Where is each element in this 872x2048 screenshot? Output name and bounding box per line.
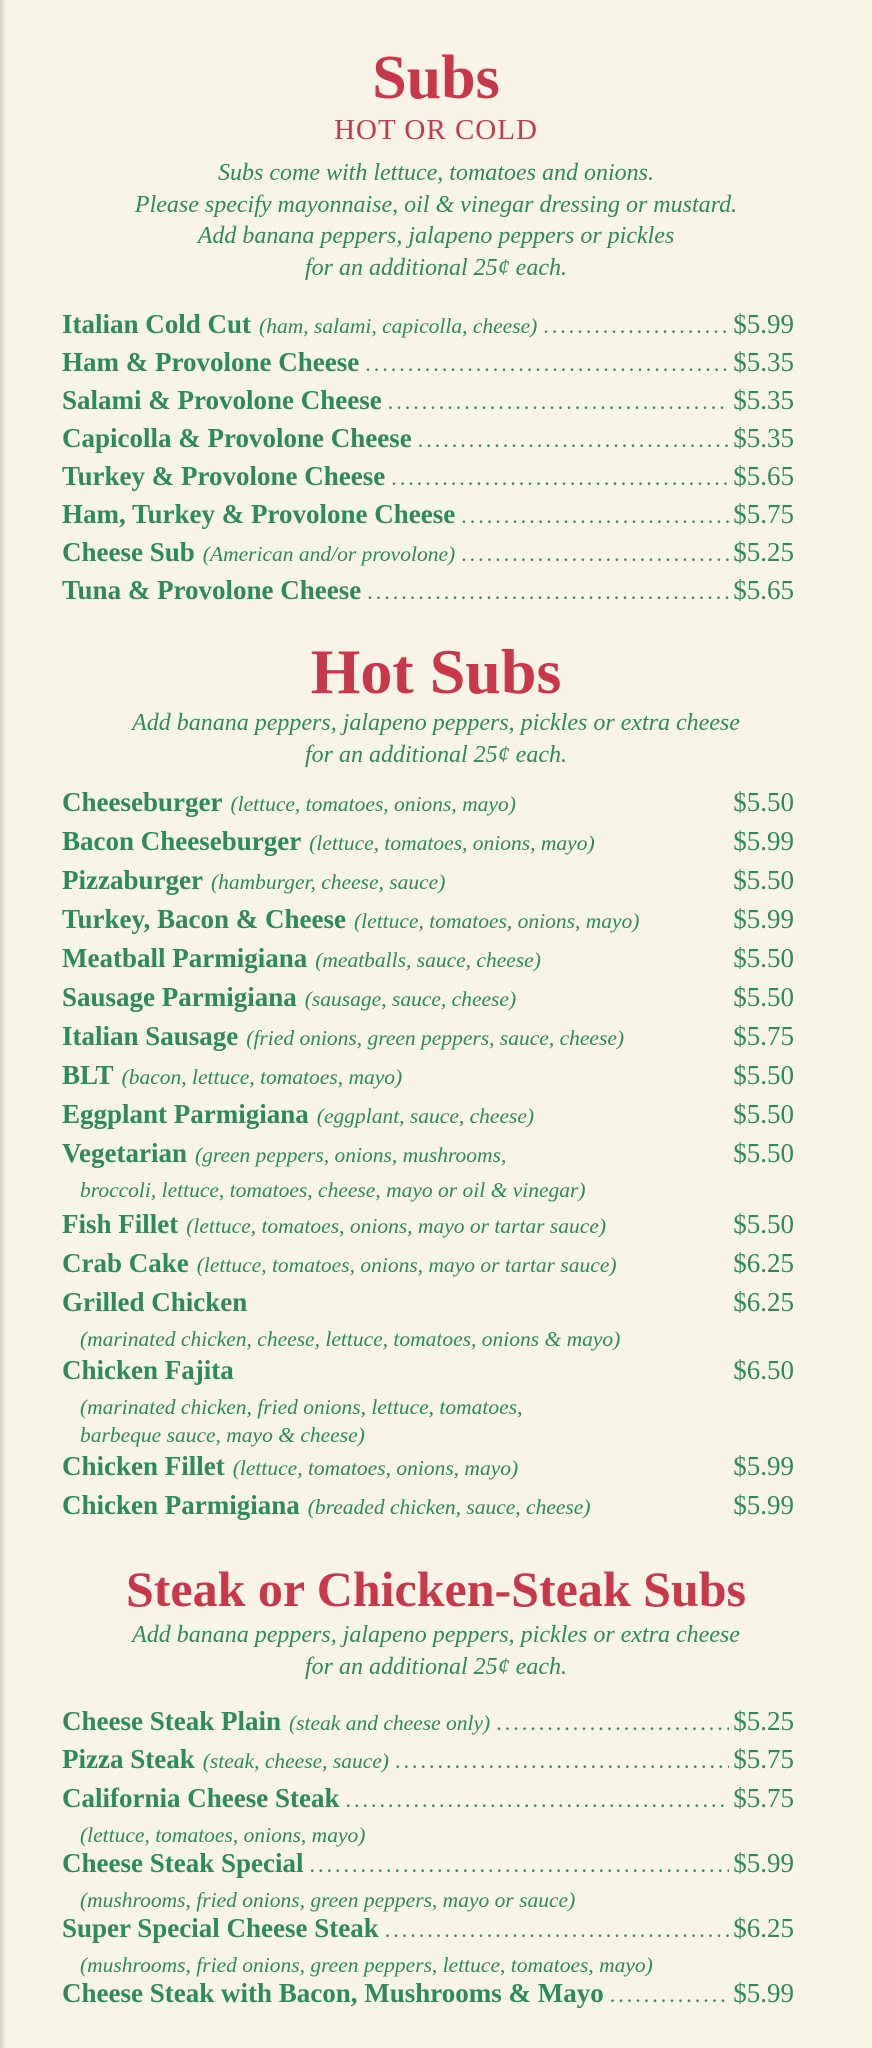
item-description: (ham, salami, capicolla, cheese) — [259, 314, 538, 338]
menu-item — [62, 1099, 794, 1137]
menu-item-row — [62, 499, 794, 537]
item-description: (sausage, sauce, cheese) — [304, 987, 517, 1011]
dot-leader — [610, 1982, 730, 2008]
item-description: (lettuce, tomatoes, onions, mayo) — [354, 909, 640, 933]
menu-item — [62, 1287, 794, 1353]
item-price: $5.50 — [733, 943, 794, 973]
steak-subs-title: Steak or Chicken-Steak Subs — [125, 1561, 747, 1617]
menu-item-row — [62, 865, 794, 903]
menu-item — [62, 865, 794, 903]
item-description: (meatballs, sauce, cheese) — [315, 948, 541, 972]
item-description: (bacon, lettuce, tomatoes, mayo) — [121, 1065, 403, 1089]
menu-item-row — [62, 1248, 794, 1286]
menu-item — [62, 943, 794, 981]
dot-leader — [365, 351, 729, 377]
menu-item — [62, 1706, 794, 1744]
dot-leader — [496, 1710, 729, 1736]
item-price: $5.65 — [733, 461, 794, 491]
menu-item-row — [62, 423, 794, 461]
item-name: Turkey, Bacon & Cheese — [62, 904, 347, 934]
item-price: $5.75 — [733, 1783, 794, 1813]
item-name: Fish Fillet — [62, 1209, 179, 1239]
menu-item-row — [62, 1706, 794, 1744]
menu-item — [62, 1744, 794, 1782]
menu-item-row — [62, 1060, 794, 1098]
item-extra-description: (lettuce, tomatoes, onions, mayo) — [80, 1823, 366, 1847]
item-price: $5.99 — [733, 1978, 794, 2008]
menu-item — [62, 1848, 794, 1914]
steak-subs-note-line: Add banana peppers, jalapeno peppers, pickles or extra cheese — [132, 1622, 740, 1648]
menu-item-row — [62, 787, 794, 825]
item-name: Meatball Parmigiana — [62, 943, 308, 973]
item-name: Salami & Provolone Cheese — [62, 385, 382, 415]
menu-item-row — [62, 904, 794, 942]
dot-leader — [391, 465, 729, 491]
item-description: (lettuce, tomatoes, onions, mayo or tartar sauce) — [196, 1253, 617, 1277]
menu-item-row — [62, 461, 794, 499]
item-price: $5.99 — [733, 1848, 794, 1878]
item-name: Vegetarian — [62, 1138, 187, 1168]
subs-note-line: for an additional 25¢ each. — [305, 254, 567, 281]
item-price: $5.65 — [733, 575, 794, 605]
menu-item — [62, 1978, 794, 2016]
item-name: Cheese Steak with Bacon, Mushrooms & Mayo — [62, 1978, 604, 2008]
menu-item — [62, 309, 794, 347]
item-extra-description: (mushrooms, fried onions, green peppers, lettuce, tomatoes, mayo) — [80, 1953, 653, 1977]
item-description: (steak and cheese only) — [289, 1711, 491, 1735]
menu-item — [62, 1783, 794, 1849]
menu-item — [62, 1490, 794, 1528]
subs-note-line: Subs come with lettuce, tomatoes and onions. — [218, 160, 654, 186]
item-price: $5.35 — [733, 347, 794, 377]
item-name: Pizza Steak — [62, 1744, 195, 1774]
item-description: (steak, cheese, sauce) — [202, 1749, 389, 1773]
menu-item-row — [62, 1209, 794, 1247]
item-price: $5.99 — [733, 904, 794, 934]
menu-item-row — [62, 1848, 794, 1886]
item-price: $5.50 — [733, 787, 794, 817]
menu-item-row — [62, 1744, 794, 1782]
item-description: (fried onions, green peppers, sauce, cheese) — [246, 1026, 625, 1050]
item-name: BLT — [62, 1060, 114, 1090]
item-name: California Cheese Steak — [62, 1783, 340, 1813]
item-name: Pizzaburger — [62, 865, 203, 895]
dot-leader — [385, 1917, 729, 1943]
menu-item-row — [62, 1451, 794, 1489]
item-name: Sausage Parmigiana — [62, 982, 297, 1012]
menu-item — [62, 1138, 794, 1204]
menu-item-row — [62, 309, 794, 347]
subs-note-line: Add banana peppers, jalapeno peppers or pickles — [197, 223, 675, 249]
item-name: Italian Sausage — [62, 1021, 239, 1051]
item-extra-description: barbeque sauce, mayo & cheese) — [80, 1423, 365, 1447]
item-price: $5.50 — [733, 865, 794, 895]
item-name: Bacon Cheeseburger — [62, 826, 302, 856]
dot-leader — [395, 1748, 729, 1774]
item-name: Ham, Turkey & Provolone Cheese — [62, 499, 456, 529]
item-price: $5.25 — [733, 1706, 794, 1736]
item-description: (green peppers, onions, mushrooms, — [194, 1143, 507, 1167]
item-price: $5.99 — [733, 826, 794, 856]
item-price: $6.50 — [733, 1355, 794, 1385]
menu-item — [62, 423, 794, 461]
item-description: (American and/or provolone) — [202, 542, 456, 566]
menu-item — [62, 499, 794, 537]
menu-item — [62, 575, 794, 613]
menu-item — [62, 904, 794, 942]
menu-item-row — [62, 575, 794, 613]
menu-item-row — [62, 537, 794, 575]
item-name: Cheese Steak Plain — [62, 1706, 281, 1736]
item-extra-description: (mushrooms, fried onions, green peppers, mayo or sauce) — [80, 1888, 576, 1912]
item-name: Chicken Fillet — [62, 1451, 225, 1481]
menu-item — [62, 537, 794, 575]
item-name: Crab Cake — [62, 1248, 189, 1278]
item-price: $6.25 — [733, 1287, 794, 1317]
item-price: $5.35 — [733, 423, 794, 453]
item-price: $6.25 — [733, 1248, 794, 1278]
menu-item-row — [62, 1490, 794, 1528]
dot-leader — [367, 579, 729, 605]
menu-item-row — [62, 1099, 794, 1137]
item-price: $5.99 — [733, 1451, 794, 1481]
menu-item — [62, 982, 794, 1020]
subs-subtitle: HOT OR COLD — [334, 114, 538, 146]
menu-item-row — [62, 385, 794, 423]
item-price: $5.50 — [733, 1138, 794, 1168]
dot-leader — [345, 1787, 729, 1813]
menu-item — [62, 826, 794, 864]
hot-subs-note-line: Add banana peppers, jalapeno peppers, pickles or extra cheese — [132, 710, 740, 736]
dot-leader — [543, 313, 729, 339]
menu-item — [62, 1913, 794, 1979]
dot-leader — [388, 389, 730, 415]
steak-subs-note — [0, 1620, 872, 1683]
menu-item — [62, 1248, 794, 1286]
hot-subs-title: Hot Subs — [310, 636, 562, 707]
menu-item-row — [62, 982, 794, 1020]
menu-item-row — [62, 347, 794, 385]
item-price: $5.75 — [733, 1744, 794, 1774]
item-name: Chicken Parmigiana — [62, 1490, 300, 1520]
dot-leader — [418, 427, 730, 453]
item-name: Grilled Chicken — [62, 1287, 248, 1317]
menu-item-row — [62, 1021, 794, 1059]
menu-item — [62, 461, 794, 499]
item-price: $5.75 — [733, 1021, 794, 1051]
item-name: Eggplant Parmigiana — [62, 1099, 309, 1129]
menu-item — [62, 1060, 794, 1098]
item-name: Cheese Steak Special — [62, 1848, 304, 1878]
dot-leader — [461, 541, 729, 567]
subs-note-line: Please specify mayonnaise, oil & vinegar dressing or mustard. — [134, 191, 738, 218]
item-extra-description: (marinated chicken, cheese, lettuce, tomatoes, onions & mayo) — [80, 1327, 621, 1351]
subs-note — [0, 158, 872, 284]
item-name: Ham & Provolone Cheese — [62, 347, 360, 377]
menu-item-row — [62, 1978, 794, 2016]
item-extra-description: (marinated chicken, fried onions, lettuce, tomatoes, — [80, 1395, 523, 1419]
item-name: Cheese Sub — [62, 537, 195, 567]
item-price: $5.99 — [733, 309, 794, 339]
menu-item-row — [62, 1287, 794, 1325]
menu-item-row — [62, 1913, 794, 1951]
dot-leader — [309, 1852, 729, 1878]
menu-item-row — [62, 826, 794, 864]
menu-item — [62, 1355, 794, 1449]
menu-item — [62, 1021, 794, 1059]
item-price: $5.50 — [733, 982, 794, 1012]
menu-item-row — [62, 1783, 794, 1821]
hot-subs-note — [0, 708, 872, 771]
hot-subs-note-line: for an additional 25¢ each. — [305, 741, 567, 768]
item-price: $6.25 — [733, 1913, 794, 1943]
item-description: (lettuce, tomatoes, onions, mayo) — [309, 831, 595, 855]
steak-subs-note-line: for an additional 25¢ each. — [305, 1653, 567, 1680]
menu-item — [62, 1451, 794, 1489]
menu-item — [62, 787, 794, 825]
item-description: (breaded chicken, sauce, cheese) — [307, 1495, 591, 1519]
item-name: Turkey & Provolone Cheese — [62, 461, 386, 491]
item-description: (eggplant, sauce, cheese) — [316, 1104, 535, 1128]
item-description: (lettuce, tomatoes, onions, mayo or tartar sauce) — [186, 1214, 607, 1238]
dot-leader — [461, 503, 729, 529]
item-price: $5.99 — [733, 1490, 794, 1520]
item-name: Super Special Cheese Steak — [62, 1913, 379, 1943]
item-extra-description: broccoli, lettuce, tomatoes, cheese, mayo or oil & vinegar) — [80, 1178, 586, 1202]
menu-item-row — [62, 1355, 794, 1393]
menu-item — [62, 385, 794, 423]
item-price: $5.35 — [733, 385, 794, 415]
item-price: $5.50 — [733, 1099, 794, 1129]
item-description: (hamburger, cheese, sauce) — [210, 870, 446, 894]
item-price: $5.25 — [733, 537, 794, 567]
menu-item-row — [62, 1138, 794, 1176]
item-name: Chicken Fajita — [62, 1355, 234, 1385]
item-description: (lettuce, tomatoes, onions, mayo) — [232, 1456, 519, 1480]
menu-item — [62, 1209, 794, 1247]
item-name: Capicolla & Provolone Cheese — [62, 423, 412, 453]
menu-item-row — [62, 943, 794, 981]
subs-title: Subs — [372, 44, 500, 112]
item-price: $5.50 — [733, 1209, 794, 1239]
item-price: $5.50 — [733, 1060, 794, 1090]
item-description: (lettuce, tomatoes, onions, mayo) — [230, 792, 516, 816]
item-price: $5.75 — [733, 499, 794, 529]
item-name: Italian Cold Cut — [62, 309, 252, 339]
menu-item — [62, 347, 794, 385]
item-name: Tuna & Provolone Cheese — [62, 575, 362, 605]
item-name: Cheeseburger — [62, 787, 223, 817]
